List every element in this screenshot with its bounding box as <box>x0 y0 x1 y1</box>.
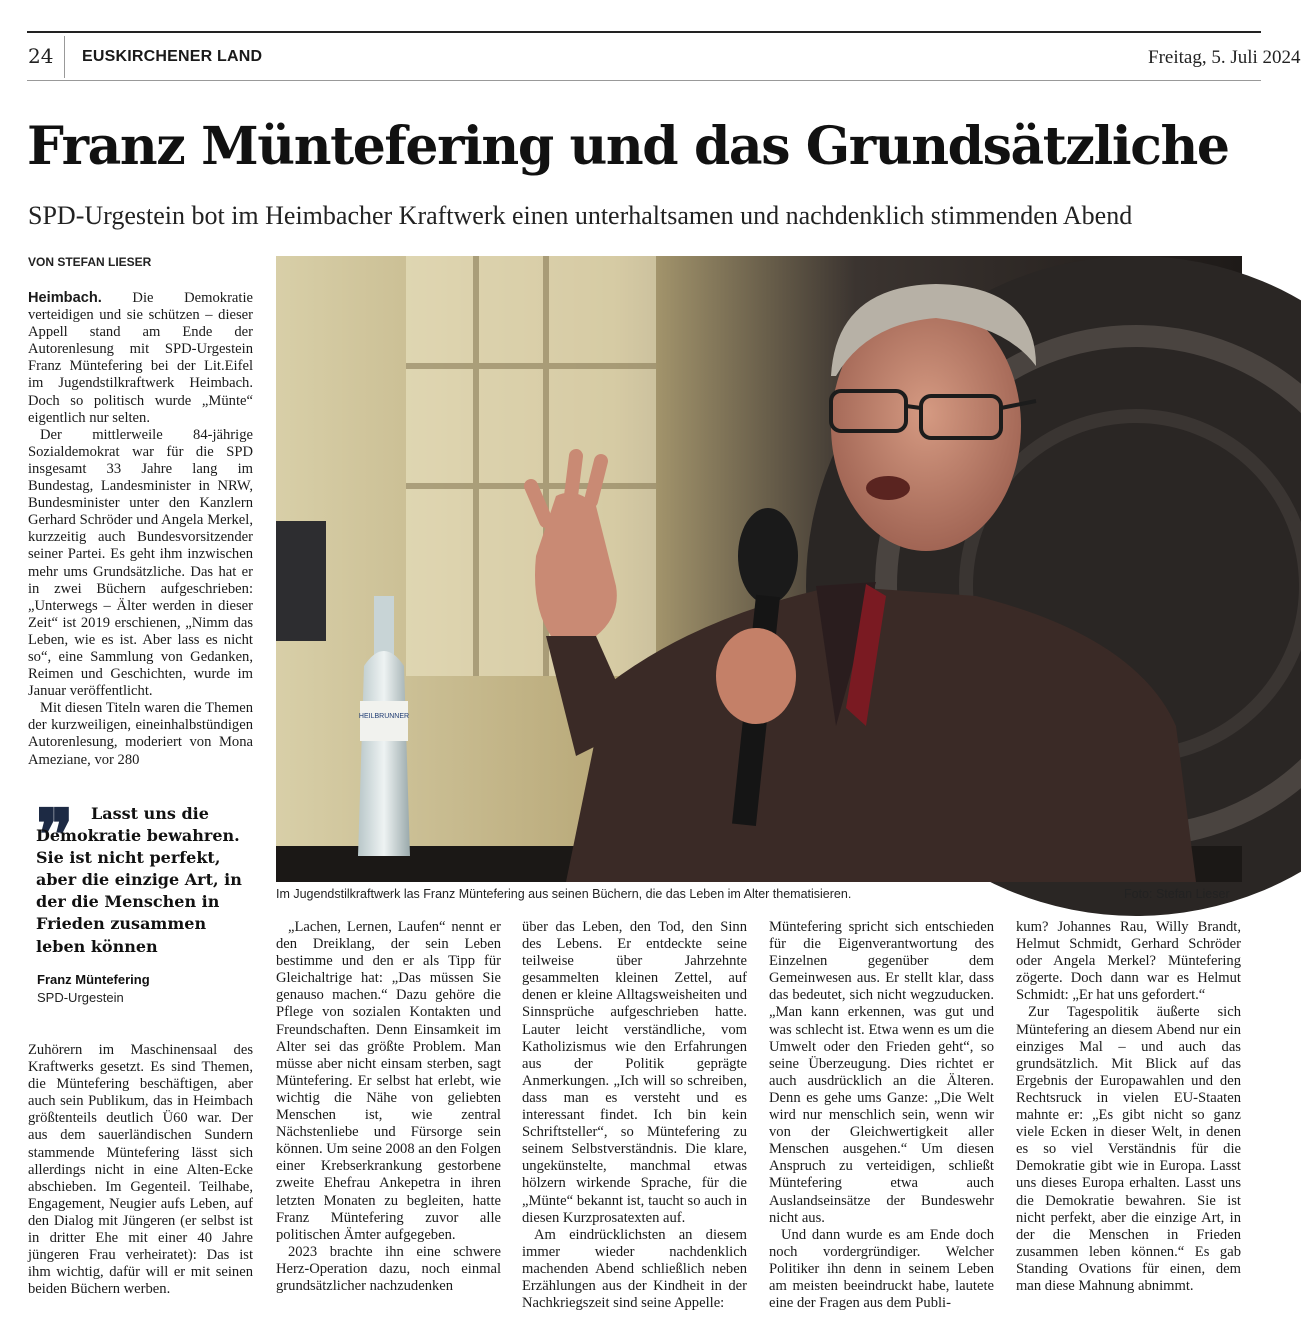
bottle-label: HEILBRUNNER <box>358 713 410 720</box>
paragraph: kum? Johannes Rau, Willy Brandt, Helmut Schmidt, Gerhard Schröder oder Angela Merkel? Müntefering zögerte. Doch dann war es Helmut Schmidt: „Er hat uns gefordert.“ <box>1016 919 1241 1004</box>
dateline-location: Heimbach. <box>28 290 102 306</box>
pullquote-role: SPD-Urgestein <box>37 990 124 1005</box>
paragraph: 2023 brachte ihn eine schwere Herz-Operation dazu, noch einmal grundsätzlicher nachzudenken <box>276 1243 501 1294</box>
header-bottom-rule <box>27 80 1261 81</box>
paragraph: „Lachen, Lernen, Laufen“ nennt er den Dreiklang, der sein Leben bestimme und den er als Tipp für Gleichaltrige hat: „Das müssen Sie genauso machen.“ Dazu gehöre die Pflege von sozialen Kontakten und Freundschaften. Denn Einsamkeit im Alter sei das größte Problem. Man müsse aber nicht einsam sterben, sagt Müntefering. Er selbst hat erlebt, wie wichtig die Nähe von geliebten Menschen ist, wie zentral Nächstenliebe und Fürsorge sein können. Um seine 2008 an den Folgen einer Krebserkrankung gestorbene zweite Ehefrau Ankepetra in ihren letzten Monaten zu begleiten, hatte Franz Müntefering zuvor alle politischen Ämter aufgegeben. <box>276 919 501 1243</box>
column-3 <box>522 919 747 1312</box>
column-1-top <box>28 290 253 770</box>
header-divider <box>64 36 65 78</box>
paragraph: Zur Tagespolitik äußerte sich Müntefering an diesem Abend nur ein einziges Mal – und auch das grundsätzlich. Mit Blick auf das Ergebnis der Europawahlen und den Rechtsruck in vielen EU-Staaten mahnte er: „Es gibt nicht so ganz viele Ecken in dieser Welt, in denen es so viel Verständnis für die Demokratie gibt wie in Europa. Lasst uns dieses Europa erhalten. Lasst uns die Demokratie bewahren. Sie ist nicht perfekt, aber die einzige Art, in der die Menschen in Frieden zusammen leben können.“ Es gab Standing Ovations für einen, dem man diese Mahnung abnimmt. <box>1016 1004 1241 1294</box>
top-rule <box>27 31 1261 33</box>
column-4 <box>769 919 994 1312</box>
paragraph: Am eindrücklichsten an diesem immer wieder nachdenklich machenden Abend schließlich neben Erzählungen aus der Kindheit in der Nachkriegszeit sind seine Appelle: <box>522 1226 747 1312</box>
subheadline: SPD-Urgestein bot im Heimbacher Kraftwerk einen unterhaltsamen und nachdenklich stimmenden Abend <box>28 201 1133 230</box>
paragraph: Und dann wurde es am Ende doch noch vordergründiger. Welcher Politiker ihn denn in seinem Leben am meisten beeindruckt habe, lautete eine der Fragen aus dem Publi- <box>769 1226 994 1312</box>
pullquote-author: Franz Müntefering <box>37 972 150 987</box>
issue-date: Freitag, 5. Juli 2024 <box>1148 47 1301 68</box>
paragraph-text: Die Demokratie verteidigen und sie schützen – dieser Appell stand am Ende der Autorenlesung mit SPD-Urgestein Franz Müntefering bei der Lit.Eifel im Jugendstilkraftwerk Heimbach. Doch so politisch wurde „Münte“ eigentlich nur selten. <box>28 290 253 426</box>
byline: VON STEFAN LIESER <box>28 255 152 269</box>
article-photo <box>276 256 1242 882</box>
paragraph: über das Leben, den Tod, den Sinn des Lebens. Er entdeckte seine teilweise über Jahrzehnte gesammelten kleinen Zettel, auf denen er kleine Alltagsweisheiten und Sinnsprüche aufgeschrieben hatte. Lauter leicht verständliche, vom Katholizismus wie den Erfahrungen aus der Politik geprägte Anmerkungen. „Ich will so schreiben, dass man es versteht und es interessant findet. Ich bin kein Schriftsteller“, so Müntefering zu seinem Selbstverständnis. Die klare, ungekünstelte, manchmal etwas hölzern wirkende Sprache, für die „Münte“ bekannt ist, taucht so auch in diesen Kurzprosatexten auf. <box>522 919 747 1226</box>
paragraph: Zuhörern im Maschinensaal des Kraftwerks gesetzt. Es sind Themen, die Müntefering beschäftigen, aber auch sein Publikum, das in Heimbach größtenteils deutlich Ü60 war. Der aus dem sauerländischen Sundern stammende Müntefering lässt sich allerdings nicht in eine Alten-Ecke abschieben. Im Gegenteil. Teilhabe, Engagement, Neugier aufs Leben, auf den Dialog mit Jüngeren (er selbst ist in dritter Ehe mit einer 40 Jahre jüngeren Frau verheiratet): Das ist ihm wichtig, dafür will er mit seinen beiden Büchern werben. <box>28 1042 253 1298</box>
photo-credit: Foto: Stefan Lieser <box>1124 887 1230 901</box>
paragraph <box>28 290 253 427</box>
paragraph: Mit diesen Titeln waren die Themen der kurzweiligen, eineinhalbstündigen Autorenlesung, moderiert von Mona Ameziane, vor 280 <box>28 700 253 768</box>
paragraph: Müntefering spricht sich entschieden für die Eigenverantwortung des Einzelnen gegenüber dem Gemeinwesen aus. Er stellt klar, dass das bedeutet, sich nicht wegzuducken. „Man kann erkennen, was gut und was schlecht ist. Etwa wenn es um die Umwelt oder den Frieden geht“, so seine Überzeugung. Dies richtet er auch ausdrücklich an die Älteren. Denn es gehe ums Ganze: „Die Welt wird nur menschlich sein, wenn wir von der Gleichwertigkeit aller Menschen ausgehen.“ Um diesen Anspruch zu verteidigen, schließt Müntefering etwa auch Auslandseinsätze der Bundeswehr nicht aus. <box>769 919 994 1226</box>
photo-caption: Im Jugendstilkraftwerk las Franz Müntefering aus seinen Büchern, die das Leben im Alter thematisieren. <box>276 887 852 901</box>
column-5 <box>1016 919 1241 1304</box>
paragraph: Der mittlerweile 84-jährige Sozialdemokrat war für die SPD insgesamt 33 Jahre lang im Bundestag, Landesminister in NRW, Bundesminister unter den Kanzlern Gerhard Schröder und Angela Merkel, kurzzeitig auch Bundesvorsitzender seiner Partei. Es geht ihm inzwischen mehr ums Grundsätzliche. Das hat er in zwei Büchern aufgeschrieben: „Unterwegs – Älter werden in dieser Zeit“ ist 2019 erschienen, „Nimm das Leben, wie es ist. Aber lass es nicht so“, eine Sammlung von Gedanken, Reimen und Geschichten, wurde im Januar veröffentlicht. <box>28 426 253 700</box>
quote-mark-icon: ❞ <box>36 793 74 876</box>
column-2 <box>276 919 501 1304</box>
photo-illustration <box>276 256 1242 882</box>
page-number: 24 <box>28 44 54 68</box>
headline: Franz Müntefering und das Grundsätzliche <box>27 116 1229 177</box>
column-1-bottom <box>28 1042 253 1302</box>
pullquote-text: Lasst uns die Demokratie bewahren. Sie ist nicht perfekt, aber die einzige Art, in der die Menschen in Frieden zusammen leben können <box>36 804 242 956</box>
section-title: EUSKIRCHENER LAND <box>82 48 263 65</box>
